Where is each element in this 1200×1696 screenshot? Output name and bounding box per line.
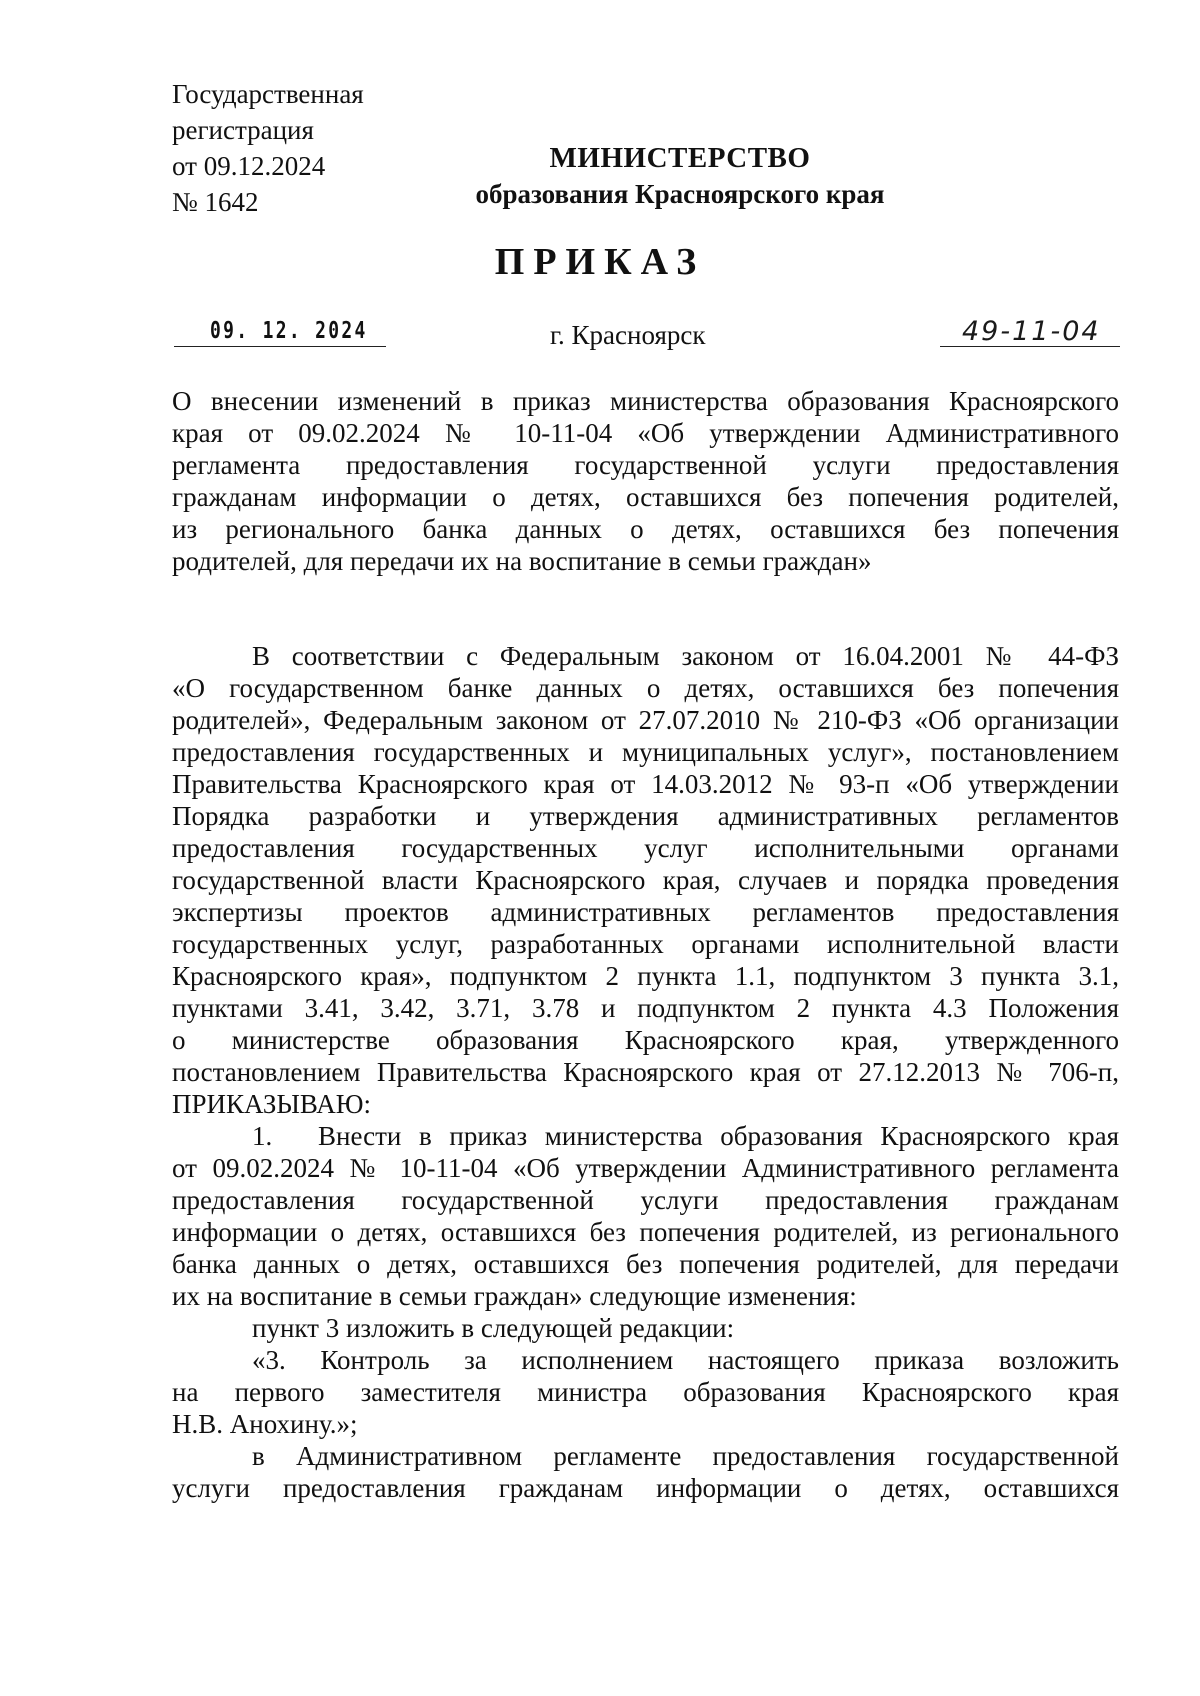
order-number: 49-11-04	[962, 316, 1101, 347]
body-line: родителей», Федеральным законом от 27.07.2010 № 210-ФЗ «Об организации	[172, 705, 1119, 735]
point-3-line: «3. Контроль за исполнением настоящего приказа возложить	[252, 1345, 1119, 1375]
body-line: В соответствии с Федеральным законом от 16.04.2001 № 44-ФЗ	[252, 641, 1119, 671]
registration-block	[172, 76, 364, 220]
body-line: от 09.02.2024 № 10-11-04 «Об утверждении Административного регламента	[172, 1153, 1119, 1183]
number-underline	[940, 346, 1120, 347]
body-line: постановлением Правительства Красноярского края от 27.12.2013 № 706-п,	[172, 1057, 1119, 1087]
item-1-number: 1.	[252, 1121, 273, 1151]
ministry-subtitle: образования Красноярского края	[475, 179, 885, 209]
item-1-text: Внести в приказ министерства образования Красноярского края	[318, 1121, 1119, 1151]
body-line: Порядка разработки и утверждения административных регламентов	[172, 801, 1119, 831]
item-1-first-line	[172, 1120, 1119, 1152]
date-underline	[174, 346, 386, 347]
subject-line: родителей, для передачи их на воспитание в семьи граждан»	[172, 546, 872, 576]
body-line: предоставления государственной услуги предоставления гражданам	[172, 1185, 1119, 1215]
body-line: «О государственном банке данных о детях, оставшихся без попечения	[172, 673, 1119, 703]
subject-line: регламента предоставления государственной услуги предоставления	[172, 450, 1119, 480]
subject-line: О внесении изменений в приказ министерства образования Красноярского	[172, 386, 1119, 416]
order-title: ПРИКАЗ	[494, 241, 706, 283]
body-line: Правительства Красноярского края от 14.03.2012 № 93-п «Об утверждении	[172, 769, 1119, 799]
registration-line: регистрация	[172, 115, 314, 145]
point-3-line: на первого заместителя министра образования Красноярского края	[172, 1377, 1119, 1407]
subject-line: края от 09.02.2024 № 10-11-04 «Об утверждении Административного	[172, 418, 1119, 448]
order-date: 09. 12. 2024	[210, 318, 368, 344]
body-line: государственных услуг, разработанных органами исполнительной власти	[172, 929, 1119, 959]
reglament-line: услуги предоставления гражданам информации о детях, оставшихся	[172, 1473, 1119, 1503]
registration-number: № 1642	[172, 187, 259, 217]
reglament-line: в Административном регламенте предоставления государственной	[252, 1441, 1119, 1471]
body-line: банка данных о детях, оставшихся без попечения родителей, для передачи	[172, 1249, 1119, 1279]
body-line: их на воспитание в семьи граждан» следующие изменения:	[172, 1281, 857, 1311]
body-line: информации о детях, оставшихся без попечения родителей, из регионального	[172, 1217, 1119, 1247]
body-line: экспертизы проектов административных регламентов предоставления	[172, 897, 1119, 927]
body-line: о министерстве образования Красноярского края, утвержденного	[172, 1025, 1119, 1055]
body-line: пунктами 3.41, 3.42, 3.71, 3.78 и подпунктом 2 пункта 4.3 Положения	[172, 993, 1119, 1023]
body-line: предоставления государственных и муниципальных услуг», постановлением	[172, 737, 1119, 767]
order-city: г. Красноярск	[550, 320, 706, 350]
order-command: ПРИКАЗЫВАЮ:	[172, 1089, 371, 1119]
point-3-intro: пункт 3 изложить в следующей редакции:	[252, 1313, 735, 1343]
body-line: предоставления государственных услуг исполнительными органами	[172, 833, 1119, 863]
subject-line: гражданам информации о детях, оставшихся без попечения родителей,	[172, 482, 1119, 512]
subject-line: из регионального банка данных о детях, оставшихся без попечения	[172, 514, 1119, 544]
ministry-header	[400, 140, 960, 212]
body-line: Красноярского края», подпунктом 2 пункта 1.1, подпунктом 3 пункта 3.1,	[172, 961, 1119, 991]
body-line: государственной власти Красноярского края, случаев и порядка проведения	[172, 865, 1119, 895]
registration-line: Государственная	[172, 79, 364, 109]
order-subject	[172, 385, 1119, 577]
ministry-title: МИНИСТЕРСТВО	[549, 142, 811, 174]
order-body	[172, 640, 1119, 1504]
point-3-line: Н.В. Анохину.»;	[172, 1409, 358, 1439]
registration-date: от 09.12.2024	[172, 151, 326, 181]
